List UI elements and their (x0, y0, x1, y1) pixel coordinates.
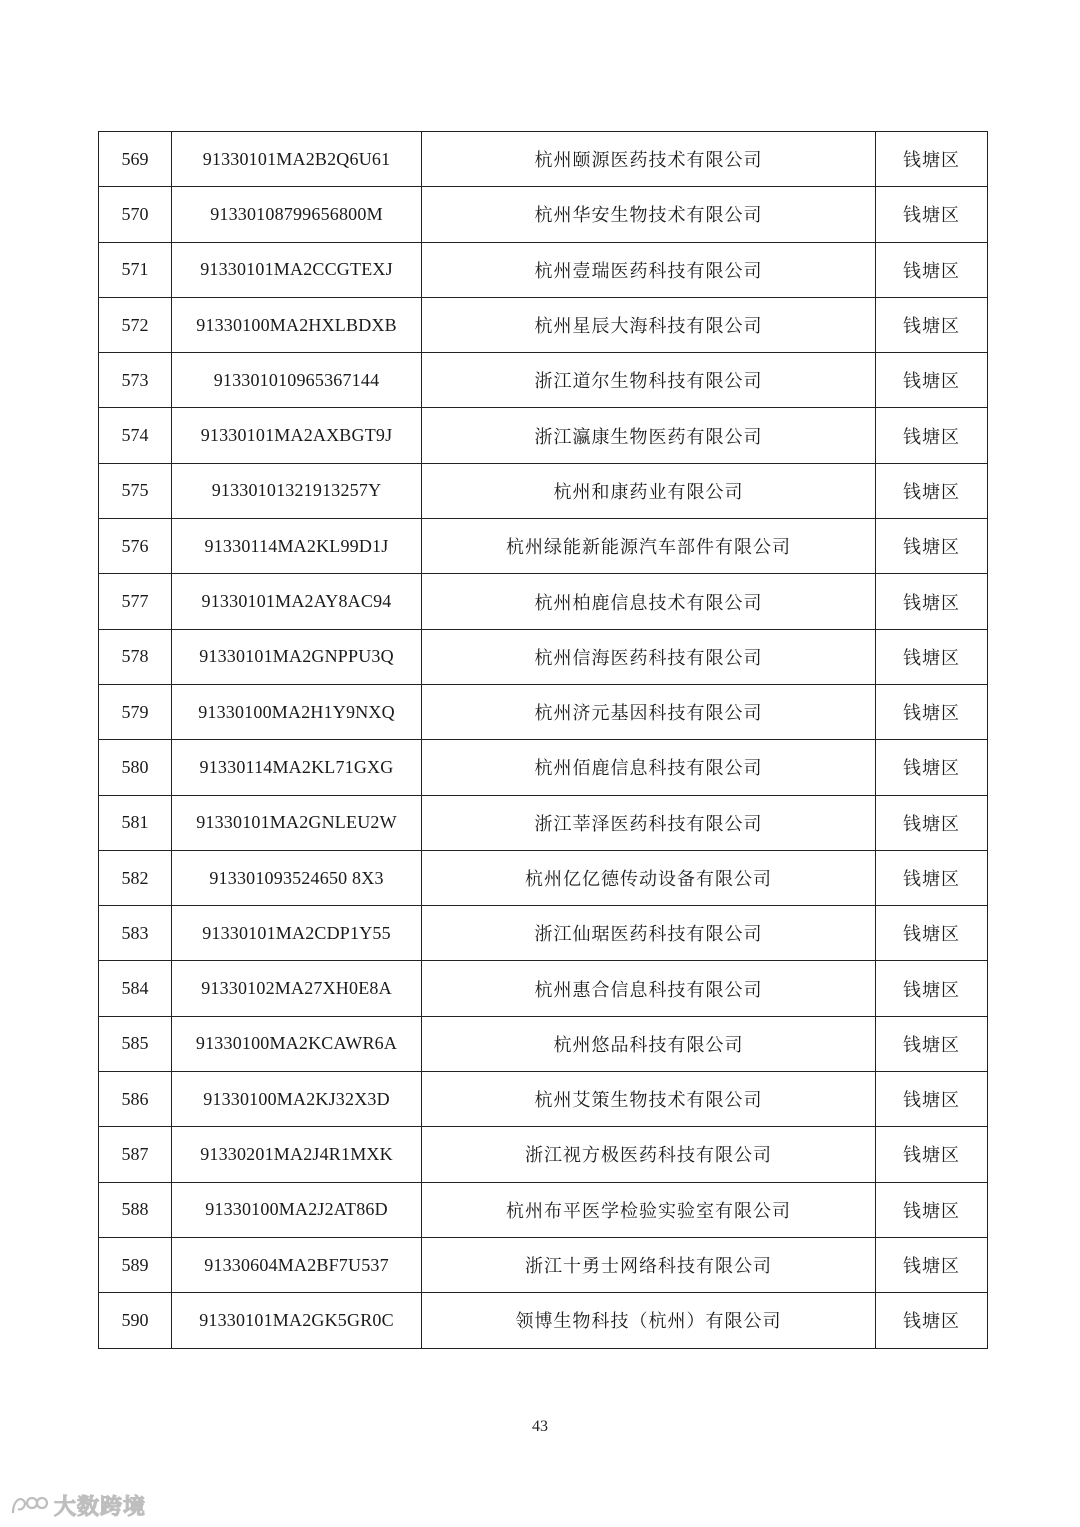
table-row (99, 187, 988, 242)
company-name-cell: 领博生物科技（杭州）有限公司 (422, 1293, 876, 1348)
row-number-cell: 589 (99, 1237, 172, 1292)
company-name-cell: 杭州壹瑞医药科技有限公司 (422, 242, 876, 297)
credit-code-cell: 91330100MA2J2AT86D (172, 1182, 422, 1237)
credit-code-cell: 91330100MA2KJ32X3D (172, 1072, 422, 1127)
district-cell: 钱塘区 (876, 850, 988, 905)
credit-code-cell: 913301093524650 8X3 (172, 850, 422, 905)
credit-code-cell: 91330100MA2H1Y9NXQ (172, 684, 422, 739)
district-cell: 钱塘区 (876, 1182, 988, 1237)
credit-code-cell: 91330101MA2AXBGT9J (172, 408, 422, 463)
district-cell: 钱塘区 (876, 1237, 988, 1292)
table-row (99, 353, 988, 408)
row-number-cell: 590 (99, 1293, 172, 1348)
credit-code-cell: 91330101MA2GNPPU3Q (172, 629, 422, 684)
company-name-cell: 杭州悠品科技有限公司 (422, 1016, 876, 1071)
credit-code-cell: 91330604MA2BF7U537 (172, 1237, 422, 1292)
district-cell: 钱塘区 (876, 1072, 988, 1127)
district-cell: 钱塘区 (876, 961, 988, 1016)
row-number-cell: 571 (99, 242, 172, 297)
company-name-cell: 杭州亿亿德传动设备有限公司 (422, 850, 876, 905)
company-name-cell: 杭州颐源医药技术有限公司 (422, 132, 876, 187)
table-body (99, 132, 988, 1349)
company-name-cell: 浙江视方极医药科技有限公司 (422, 1127, 876, 1182)
table-row (99, 850, 988, 905)
credit-code-cell: 91330101MA2CCGTEXJ (172, 242, 422, 297)
district-cell: 钱塘区 (876, 906, 988, 961)
district-cell: 钱塘区 (876, 684, 988, 739)
credit-code-cell: 91330100MA2HXLBDXB (172, 297, 422, 352)
row-number-cell: 575 (99, 463, 172, 518)
table-row (99, 906, 988, 961)
table-row (99, 1072, 988, 1127)
district-cell: 钱塘区 (876, 1016, 988, 1071)
district-cell: 钱塘区 (876, 242, 988, 297)
company-name-cell: 浙江道尔生物科技有限公司 (422, 353, 876, 408)
company-name-cell: 杭州华安生物技术有限公司 (422, 187, 876, 242)
table-row (99, 574, 988, 629)
credit-code-cell: 91330101321913257Y (172, 463, 422, 518)
table-row (99, 1293, 988, 1348)
row-number-cell: 570 (99, 187, 172, 242)
district-cell: 钱塘区 (876, 408, 988, 463)
row-number-cell: 576 (99, 519, 172, 574)
registry-table-container (98, 131, 987, 1349)
company-name-cell: 杭州布平医学检验实验室有限公司 (422, 1182, 876, 1237)
credit-code-cell: 913301010965367144 (172, 353, 422, 408)
company-name-cell: 杭州绿能新能源汽车部件有限公司 (422, 519, 876, 574)
company-name-cell: 浙江莘泽医药科技有限公司 (422, 795, 876, 850)
credit-code-cell: 91330101MA2B2Q6U61 (172, 132, 422, 187)
row-number-cell: 586 (99, 1072, 172, 1127)
district-cell: 钱塘区 (876, 519, 988, 574)
table-row (99, 1237, 988, 1292)
table-row (99, 740, 988, 795)
district-cell: 钱塘区 (876, 574, 988, 629)
district-cell: 钱塘区 (876, 629, 988, 684)
company-name-cell: 杭州信海医药科技有限公司 (422, 629, 876, 684)
company-name-cell: 杭州和康药业有限公司 (422, 463, 876, 518)
district-cell: 钱塘区 (876, 463, 988, 518)
watermark (10, 1490, 146, 1520)
table-row (99, 795, 988, 850)
credit-code-cell: 91330108799656800M (172, 187, 422, 242)
company-name-cell: 杭州佰鹿信息科技有限公司 (422, 740, 876, 795)
row-number-cell: 577 (99, 574, 172, 629)
district-cell: 钱塘区 (876, 740, 988, 795)
company-name-cell: 杭州济元基因科技有限公司 (422, 684, 876, 739)
company-name-cell: 杭州柏鹿信息技术有限公司 (422, 574, 876, 629)
credit-code-cell: 91330101MA2GK5GR0C (172, 1293, 422, 1348)
company-name-cell: 浙江瀛康生物医药有限公司 (422, 408, 876, 463)
district-cell: 钱塘区 (876, 1293, 988, 1348)
row-number-cell: 572 (99, 297, 172, 352)
credit-code-cell: 91330100MA2KCAWR6A (172, 1016, 422, 1071)
district-cell: 钱塘区 (876, 187, 988, 242)
credit-code-cell: 91330114MA2KL99D1J (172, 519, 422, 574)
company-name-cell: 浙江十勇士网络科技有限公司 (422, 1237, 876, 1292)
table-row (99, 408, 988, 463)
table-row (99, 297, 988, 352)
row-number-cell: 578 (99, 629, 172, 684)
district-cell: 钱塘区 (876, 1127, 988, 1182)
table-row (99, 463, 988, 518)
credit-code-cell: 91330101MA2CDP1Y55 (172, 906, 422, 961)
district-cell: 钱塘区 (876, 795, 988, 850)
district-cell: 钱塘区 (876, 353, 988, 408)
table-row (99, 242, 988, 297)
row-number-cell: 588 (99, 1182, 172, 1237)
credit-code-cell: 91330201MA2J4R1MXK (172, 1127, 422, 1182)
credit-code-cell: 91330114MA2KL71GXG (172, 740, 422, 795)
row-number-cell: 585 (99, 1016, 172, 1071)
credit-code-cell: 91330101MA2GNLEU2W (172, 795, 422, 850)
brand-logo-icon (10, 1493, 48, 1517)
company-name-cell: 杭州艾策生物技术有限公司 (422, 1072, 876, 1127)
table-row (99, 961, 988, 1016)
table-row (99, 629, 988, 684)
company-name-cell: 浙江仙琚医药科技有限公司 (422, 906, 876, 961)
row-number-cell: 580 (99, 740, 172, 795)
table-row (99, 132, 988, 187)
row-number-cell: 574 (99, 408, 172, 463)
page-number: 43 (532, 1418, 548, 1435)
table-row (99, 519, 988, 574)
row-number-cell: 582 (99, 850, 172, 905)
company-name-cell: 杭州星辰大海科技有限公司 (422, 297, 876, 352)
company-name-cell: 杭州惠合信息科技有限公司 (422, 961, 876, 1016)
row-number-cell: 583 (99, 906, 172, 961)
table-row (99, 684, 988, 739)
row-number-cell: 587 (99, 1127, 172, 1182)
district-cell: 钱塘区 (876, 297, 988, 352)
row-number-cell: 573 (99, 353, 172, 408)
district-cell: 钱塘区 (876, 132, 988, 187)
table-row (99, 1127, 988, 1182)
row-number-cell: 579 (99, 684, 172, 739)
company-registry-table (98, 131, 988, 1349)
table-row (99, 1182, 988, 1237)
row-number-cell: 569 (99, 132, 172, 187)
credit-code-cell: 91330102MA27XH0E8A (172, 961, 422, 1016)
credit-code-cell: 91330101MA2AY8AC94 (172, 574, 422, 629)
row-number-cell: 581 (99, 795, 172, 850)
table-row (99, 1016, 988, 1071)
row-number-cell: 584 (99, 961, 172, 1016)
watermark-text: 大数跨境 (54, 1494, 147, 1520)
